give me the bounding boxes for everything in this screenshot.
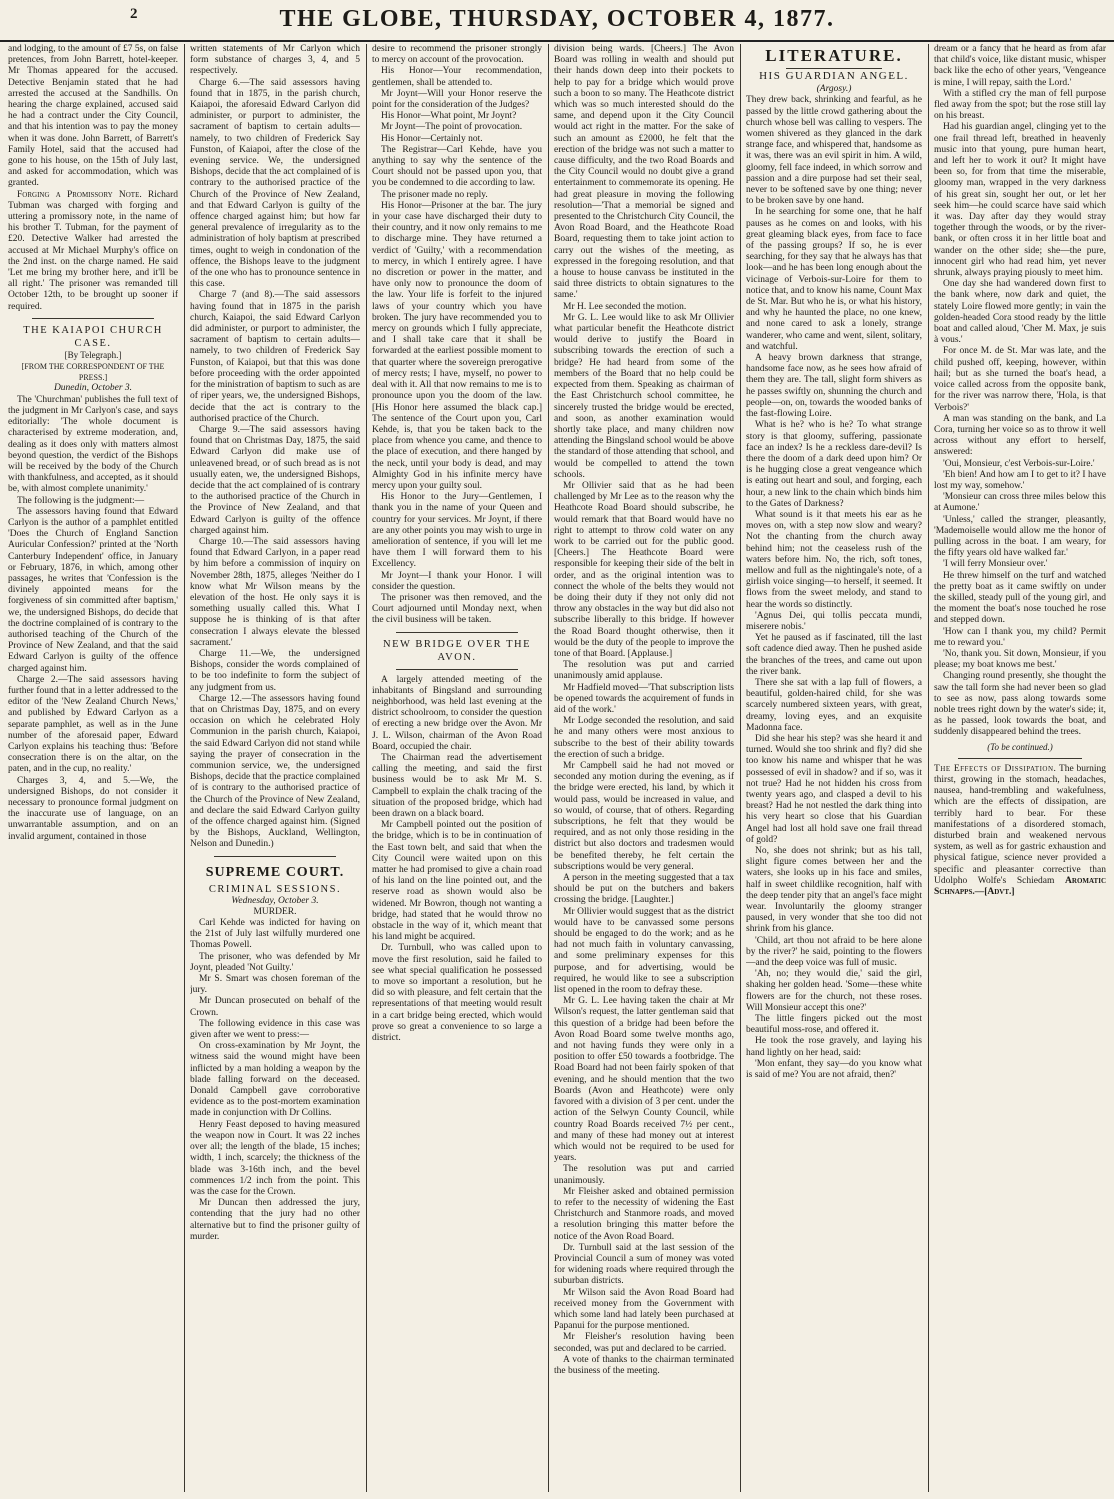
article-paragraph: Mr Campbell said he had not moved or seconded any motion during the evening, as if the bridge were erected, his land, by which it would pass, would be increased in value, and so would, of course, that of others. Regarding subscriptions, he felt that they would be required, and as not only those residing in the district but also doctors and tradesmen would be benefited thereby, he felt certain the subscriptions would be very general. [554, 761, 734, 872]
article-paragraph: Mr H. Lee seconded the motion. [563, 301, 687, 312]
article-paragraph: He took the rose gravely, and laying his hand lightly on her head, said: [746, 1036, 922, 1058]
article-paragraph: Mr G. L. Lee would like to ask Mr Ollivier what particular benefit the Heathcote district would derive to justify the Board in subscribing towards the erection of such a bridge? He had heard from some of the members of the Board that no help could be expected from them. Speaking as chairman of the East Christchurch school committee, he sincerely trusted the bridge would be erected, and soon, as another examination would shortly take place, and many children now attending the Bingsland school would be above the standard of those attending that school, and would be compelled to attend the town schools. [554, 312, 734, 480]
source-line: [FROM THE CORRESPONDENT OF THE PRESS.] [21, 362, 165, 383]
article-paragraph: Mr Ollivier said that as he had been challenged by Mr Lee as to the reason why the Heathcote Road Board should subscribe, he would remark that that Board would have no right to attempt to throw cold water on any work to be carried out for the public good. [Cheers.] The Heathcote Board were responsible for keeping their side of the belt in order, and as the original intention was to connect the whole of the belts they would not be doing their duty if they not only did not throw any obstacles in the way but did also not subscribe liberally to this bridge. If however the Road Board thought otherwise, then it would be the duty of the people to improve the tone of that Board. [Applause.] [554, 480, 734, 659]
article-paragraph: The prisoner made no reply. [381, 189, 488, 200]
article-paragraph: The prisoner was then removed, and the Court adjourned until Monday next, when the civil business will be taken. [372, 592, 542, 626]
column-rule [548, 44, 549, 1492]
masthead [0, 0, 1114, 42]
article-paragraph: 'Mon enfant, they say—do you know what is said of me? You are not afraid, then?' [746, 1058, 922, 1081]
section-heading: LITERATURE. [765, 46, 903, 65]
article-paragraph: One day she had wandered down first to the bank where, now dark and quiet, the stately Loire flowed more gently; in vain the golden-headed Cora stood ready by the little boat and called aloud, 'Cher M. Max, je suis à vous.' [934, 279, 1106, 346]
column-rule [366, 44, 367, 1492]
article-paragraph: and lodging, to the amount of £7 5s, on false pretences, from John Barrett, hotel-keeper. Mr Thomas appeared for the accused. Detective Benjamin stated that he had arrested the accused at the Sandhills. On hearing the charge explained, accused said he had a contract under the City Council, and that his intention was to pay the money when it was done. John Barrett, of Barrett's Family Hotel, said that the accused had gone to his house, on the 15th of July last, and asked for accommodation, which was granted. [8, 44, 178, 189]
divider [786, 68, 882, 69]
section-heading: THE KAIAPOI CHURCH CASE. [23, 324, 163, 349]
section-heading: SUPREME COURT. [205, 864, 345, 880]
article-paragraph: 'Child, art thou not afraid to be here alone by the river?' he said, pointing to the flowers—and the deep voice was full of music. [746, 935, 922, 969]
article-paragraph: His Honor to the Jury—Gentlemen, I thank you in the name of your Queen and country for your services. Mr Joynt, if there are any other points you may wish to urge in amelioration of sentence, if you will let me have them I will forward them to his Excellency. [372, 492, 542, 570]
divider [214, 856, 336, 857]
article-paragraph: For once M. de St. Mar was late, and the child pushed off, keeping, however, within hail; but as she turned the boat's head, a voice called across from the opposite bank, for the river was narrow there, 'Hola, is that Verbois?' [934, 346, 1106, 413]
article-paragraph: What sound is it that meets his ear as he moves on, with a step now slow and weary? Not the chanting from the church away behind him; not the ceaseless rush of the waters before him. No, the rich, soft tones, mellow and full as the nightingale's note, of a girlish voice singing—to herself, it seemed. It flows from the sweet melody, and stand to hear the words so distinctly. [746, 509, 922, 610]
article-paragraph: desire to recommend the prisoner strongly to mercy on account of the provocation. [372, 44, 542, 66]
divider [396, 632, 518, 633]
article-paragraph: His Honor—Your recommendation, gentlemen, shall be attended to. [372, 66, 542, 88]
article-paragraph: A vote of thanks to the chairman terminated the business of the meeting. [554, 1354, 734, 1376]
advertisement-title: The Effects of Dissipation. [934, 763, 1057, 774]
article-paragraph: 'Ah, no; they would die,' said the girl, shaking her golden head. 'Some—these white flowers are for the church, not these roses. Will Monsieur accept this one?' [746, 969, 922, 1013]
column-3 [372, 44, 542, 1492]
article-paragraph: Did she hear his step? was she heard it and turned. Would she too shrink and fly? did she too know his name and whisper that he was possessed of evil in shadow? and if so, was it not true? Had he not hidden his cross from twenty years ago, and clasped a devil to his breast? Had he not nestled the dark thing into his very heart so close that his Guardian Angel had lost all hold save one frail thread of gold? [746, 733, 922, 845]
story-title: HIS GUARDIAN ANGEL. [759, 70, 909, 82]
article-paragraph: 'Agnus Dei, qui tollis peccata mundi, miserere nobis.' [746, 610, 922, 632]
article-paragraph: Charges 3, 4, and 5.—We, the undersigned Bishops, do not consider it necessary to pronounce formal judgment on the inaccurate use of language, on an unwarrantable assumption, and on an invalid argument, contained in those [8, 775, 178, 842]
column-5 [746, 44, 922, 1492]
article-paragraph: Mr Joynt—Will your Honor reserve the point for the consideration of the Judges? [372, 88, 542, 111]
to-be-continued: (To be continued.) [987, 741, 1053, 752]
section-heading: NEW BRIDGE OVER THE AVON. [383, 638, 531, 663]
article-paragraph: 'Monsieur can cross three miles below this at Aumone.' [934, 492, 1106, 514]
article-paragraph: The prisoner, who was defended by Mr Joynt, pleaded 'Not Guilty.' [190, 951, 360, 973]
article-paragraph: Charge 2.—The said assessors having further found that in a letter addressed to the editor of the 'New Zealand Church News,' and published by Edward Carlyon as a separate pamphlet, as well as in the June number of the aforesaid paper, Edward Carlyon explains his teaching thus: 'Before consecration there is on the altar, on the paten, and in the cup, no reality.' [8, 674, 178, 775]
article-paragraph: Mr Duncan then addressed the jury, contending that the jury had no other alternative but to find the prisoner guilty of murder. [190, 1198, 360, 1242]
article-paragraph: Carl Kehde was indicted for having on the 21st of July last wilfully murdered one Thomas Powell. [190, 918, 360, 951]
article-paragraph: dream or a fancy that he heard as from afar that child's voice, like distant music, whisper back like the echo of other years, 'Vengeance is mine, I will repay, saith the Lord.' [934, 44, 1106, 88]
article-paragraph: A heavy brown darkness that strange, handsome face now, as he sees how afraid of them they are. The tall, slight form shivers as he passes swiftly on, shunning the church and people—on, on, towards the wooded banks of the fast-flowing Loire. [746, 353, 922, 420]
article-paragraph: On cross-examination by Mr Joynt, the witness said the wound might have been inflicted by a man holding a weapon by the blade falling forward on the deceased. Donald Campbell gave corroborative evidence as to the post-mortem examination made in conjunction with Dr Collins. [190, 1041, 360, 1119]
subheading: Forging a Promissory Note. [17, 189, 142, 200]
advertisement [934, 764, 1106, 898]
section-subheading: CRIMINAL SESSIONS. [208, 883, 342, 895]
article-paragraph: written statements of Mr Carlyon which form substance of charges 3, 4, and 5 respectively. [190, 44, 360, 77]
article-paragraph: Charge 11.—We, the undersigned Bishops, consider the words complained of to be too indefinite to form the subject of any judgment from us. [190, 648, 360, 693]
article-paragraph: His Honor—Certainly not. [381, 133, 483, 144]
article-paragraph: The assessors having found that Edward Carlyon is the author of a pamphlet entitled 'Does the Church of England Sanction Auricular Confession?' printed at the 'North Canterbury Independent' office, in January or February, 1876, in which, among other passages, he writes that 'Confession is the divinely appointed means for the forgiveness of sin committed after baptism,' we, the undersigned Bishops, do decide that the doctrine complained of is contrary to the authorised teaching of the Church of the Province of New Zealand, and that the said Edward Carlyon is guilty of the offence charged against him. [8, 506, 178, 674]
article-paragraph: A person in the meeting suggested that a tax should be put on the butchers and bakers crossing the bridge. [Laughter.] [554, 873, 734, 906]
article-paragraph: The following evidence in this case was given after we went to press:— [190, 1018, 360, 1041]
article-paragraph: Mr Fleisher's resolution having been seconded, was put and declared to be carried. [554, 1332, 734, 1354]
article-paragraph: A largely attended meeting of the inhabitants of Bingsland and surrounding neighborhood, was held last evening at the district schoolroom, to consider the question of erecting a new bridge over the Avon. Mr J. L. Wilson, chairman of the Avon Road Board, occupied the chair. [372, 674, 542, 752]
article-paragraph: No, she does not shrink; but as his tall, slight figure comes between her and the waters, she looks up in his face and smiles, half in sweet childlike recognition, half with the deep tender pity that an angel's face might wear. Involuntarily the gloomy stranger paused, in very wonder that she too did not shrink from his glance. [746, 846, 922, 935]
byline: [By Telegraph.] [64, 349, 122, 360]
article-paragraph: Mr Joynt—The point of provocation. [381, 122, 523, 133]
article-paragraph: 'Oui, Monsieur, c'est Verbois-sur-Loire.' [943, 458, 1095, 469]
article-paragraph: Dr. Turnbull said at the last session of the Provincial Council a sum of money was voted for widening roads where required through the suburban districts. [554, 1242, 734, 1287]
article-paragraph: Mr Campbell pointed out the position of the bridge, which is to be in continuation of the East town belt, and said that when the City Council were waited upon on this matter he had promised to give a chain road of his land on the line pointed out, and the reserve road as shown would also be widened. Mr Bowron, though not wanting a bridge, had stated that he would throw no obstacle in the way of it, which meant that his land might be acquired. [372, 820, 542, 943]
article-paragraph: 'I will ferry Monsieur over.' [943, 559, 1048, 570]
article-paragraph: A man was standing on the bank, and La Cora, turning her voice so as to throw it well across without any effort to herself, answered: [934, 413, 1106, 458]
article-paragraph: division being wards. [Cheers.] The Avon Board was rolling in wealth and should put their hands down deep into their pockets to help to pay for a bridge which would prove such a boon to so many. The Heathcote district which was so much interested should do the same, and depend upon it the City Council would act right in the matter. For the sake of such an amount as £2000, he felt that the erection of the bridge was not such a matter to cause difficulty, and the two Road Boards and the City Council would no doubt give a grand entertainment to commemorate its opening. He had great pleasure in moving the following resolution—'That a memorial be signed and presented to the Christchurch City Council, the Avon Road Board, and the Heathcote Road Board, requesting them to take joint action to carry out the wishes of the meeting, as expressed in the foregoing resolution, and that a house to house canvass be instituted in the said three districts to obtain signatures to the same.' [554, 44, 734, 301]
article-paragraph: Mr Duncan prosecuted on behalf of the Crown. [190, 996, 360, 1018]
article-paragraph: The following is the judgment:— [17, 495, 145, 506]
article-paragraph: Charge 9.—The said assessors having found that on Christmas Day, 1875, the said Edward Carlyon did make use of unleavened bread, or of such bread as is not usually eaten, we, the undersigned Bishops, decide that the act complained of is contrary to the authorised practice of the Church in the Province of New Zealand, and that Edward Carlyon is guilty of the offence charged against him. [190, 424, 360, 536]
article-paragraph: There she sat with a lap full of flowers, a beautiful, golden-haired child, for she was scarcely numbered sixteen years, with great, dreamy, loving eyes, and an exquisite Madonna face. [746, 677, 922, 733]
divider [396, 669, 518, 670]
article-paragraph: Charge 7 (and 8).—The said assessors having found that in 1875 in the parish church, Kaiapoi, the said Edward Carlyon did administer, or purport to administer, the sacrament of baptism to certain adults—namely, to two children of Frederick Say Funston, of Kaiapoi, but that this was done before proceeding with the order appointed for the ministration of baptism to such as are of riper years, we, the undersigned Bishops, decide that the act is contrary to the authorised practice of the Church. [190, 290, 360, 424]
article-paragraph: The Registrar—Carl Kehde, have you anything to say why the sentence of the Court should not be passed upon you, that you be condemned to die according to law. [372, 144, 542, 189]
article-paragraph: 'How can I thank you, my child? Permit me to reward you.' [934, 626, 1106, 648]
article-paragraph: Mr S. Smart was chosen foreman of the jury. [190, 974, 360, 996]
story-source: (Argosy.) [816, 84, 852, 95]
article-paragraph: 'Unless,' called the stranger, pleasantly, 'Mademoiselle would allow me the honor of pulling across in the boat. I am weary, for the fifty years old have walked far.' [934, 514, 1106, 559]
divider [32, 318, 154, 319]
article-paragraph: The little fingers picked out the most beautiful moss-rose, and offered it. [746, 1014, 922, 1036]
column-6 [934, 44, 1106, 1492]
column-rule [184, 44, 185, 1492]
advertisement-body: The burning thirst, growing in the stomach, headaches, nausea, hand-trembling and wakefulness, which are the effects of dissipation, are terribly hard to bear. For these manifestations of a disordered stomach, disturbed brain and weakened nervous system, as well as for gastric exhaustion and physical fatigue, science never provided a specific and pleasanter corrective than Udolpho Wolfe's Schiedam [934, 763, 1106, 886]
divider [958, 758, 1082, 759]
article-paragraph: The Chairman read the advertisement calling the meeting, and said the first business would be to ask Mr M. S. Campbell to explain the chalk tracing of the situation of the proposed bridge, which had been drawn on a black board. [372, 752, 542, 819]
article-paragraph: Changing round presently, she thought the saw the tall form she had never been so glad to see as now, pass along towards some noble trees right down by the water's side; it, as he passed, look towards the boat, and suddenly disappeared behind the trees. [934, 671, 1106, 738]
dateline: Dunedin, October 3. [53, 383, 133, 394]
dateline: Wednesday, October 3. [231, 895, 319, 906]
article-paragraph: Forging a Promissory Note. Richard Tubman was charged with forging and uttering a promissory note, in the name of his brother T. Tubman, for the payment of £20. Detective Walker had arrested the accused at Mr Michael Murphy's office on the 2nd inst. on the charge named. He said 'Let me bring my brother here, and it'll be all right.' The prisoner was remanded till October 12th, to be brought up sooner if required. [8, 189, 178, 312]
article-paragraph: Mr Fleisher asked and obtained permission to refer to the necessity of widening the East Christchurch and Stanmore roads, and moved a resolution bringing this matter before the notice of the Avon Road Board. [554, 1186, 734, 1242]
article-paragraph: Mr Lodge seconded the resolution, and said he and many others were most anxious to subscribe to the best of their ability towards the erection of such a bridge. [554, 716, 734, 760]
article-paragraph: What is he? who is he? To what strange story is that gloomy, suffering, passionate face an index? Is he a reckless dare-devil? Is there the doom of a dark deed upon him? Or is he hugging close a great vengeance which is eating out heart and soul, and forging, each hour, a new link to the chain which binds him to the Gates of Darkness? [746, 420, 922, 509]
article-paragraph: Charge 10.—The said assessors having found that Edward Carlyon, in a paper read by him before a commission of inquiry on November 28th, 1875, alleges 'Neither do I know what Mr Wilson means by the elevation of the host. He only says it is something usually called this. What I suppose he is thinking of is that after consecration I always elevate the blessed sacrament.' [190, 536, 360, 648]
column-1 [8, 44, 178, 1492]
article-paragraph: His Honor—Prisoner at the bar. The jury in your case have discharged their duty to their country, and it now only remains to me to discharge mine. They have returned a verdict of 'Guilty,' with a recommendation to mercy, in which I entirely agree. I have no discretion or power in the matter, and have only now to pronounce the doom of the law. Your life is forfeit to the injured laws of your country which you have broken. The jury have recommended you to mercy on grounds which I fully appreciate, and I shall take care that it shall be forwarded at the earliest possible moment to that quarter where the sovereign prerogative of mercy rests; I have, myself, no power to deal with it. All that now remains to me is to pronounce upon you the doom of the law. [His Honor here assumed the black cap.] The sentence of the Court upon you, Carl Kehde, is, that you be taken back to the place from whence you came, and thence to the place of execution, and there hanged by the neck, until your body is dead, and may Almighty God in his infinite mercy have mercy upon your guilty soul. [372, 200, 542, 491]
article-paragraph: The resolution was put and carried unanimously amid applause. [554, 660, 734, 682]
column-rule [928, 44, 929, 1492]
article-paragraph: Charge 6.—The said assessors having found that in 1875, in the parish church, Kaiapoi, the aforesaid Edward Carlyon did administer, or purport to administer, the sacrament of baptism to certain adults—namely, to two children of Frederick Say Funston, of Kaiapoi, after the close of the evening service. We, the undersigned Bishops, decide that the act complained of is contrary to the authorised practice of the Church of the Province of New Zealand, and that Edward Carlyon is guilty of the offence charged against him; but how far general prevalence of irregularity as to the administration of holy baptism at prescribed times, ought to weigh in condonation of the offence, the Bishops leave to the judgment of the one who has to pronounce sentence in this case. [190, 77, 360, 290]
article-paragraph: Had his guardian angel, clinging yet to the one frail thread left, breathed in heavenly music into that young, pure human heart, and left her to work it out? It might have been so, for from that time the miserable, gloomy man, wrapped in the very darkness of his great sin, sought her out, or let her seek him—he could scarce have said which it was. Day after day they would stray together through the woods, or by the river-bank, or often cross it in her little boat and wander on the other side; she—the pure, innocent girl who had read him, yet never shrunk, always praying piously to meet him. [934, 122, 1106, 279]
case-label: MURDER. [253, 906, 297, 917]
article-paragraph: Henry Feast deposed to having measured the weapon now in Court. It was 22 inches over all; the length of the blade, 15 inches; width, 1 inch, scarcely; the thickness of the blade was 3-16th inch, and the bevel commences 1/2 inch from the point. This was the case for the Crown. [190, 1119, 360, 1197]
article-paragraph: 'No, thank you. Sit down, Monsieur, if you please; my boat knows me best.' [934, 648, 1106, 671]
column-rule [740, 44, 741, 1492]
article-paragraph: The resolution was put and carried unanimously. [554, 1164, 734, 1186]
column-4 [554, 44, 734, 1492]
article-paragraph: Yet he paused as if fascinated, till the last soft cadence died away. Then he pushed aside the branches of the trees, and came out upon the river bank. [746, 633, 922, 677]
article-paragraph: Mr Wilson said the Avon Road Board had received money from the Government with which some land had lately been purchased at Papanui for the purpose mentioned. [554, 1287, 734, 1332]
article-paragraph: Mr Ollivier would suggest that as the district would have to be canvassed some persons should be engaged to do the work; and as he had not much faith in voluntary canvassing, and some preliminary expenses for this purpose, and for advertising, would be required, he would like to see a subscription list opened in the room to defray these. [554, 906, 734, 996]
newspaper-title: THE GLOBE, THURSDAY, OCTOBER 4, 1877. [279, 6, 835, 32]
article-paragraph: Mr Joynt—I thank your Honor. I will consider the question. [372, 570, 542, 592]
article-paragraph: In he searching for some one, that he half pauses as he comes on and looks, with his great gleaming black eyes, from face to face of the passing groups? If so, he is ever searching, for they say that he always has that look—and he has been long enough about the vicinage of Verbois-sur-Loire for them to notice that, and to know his name, Count Max de St. Mar. But who he is, or what his history, and why he haunted the place, no one knew, and none cared to ask a lonely, strange wanderer, who came and went, silent, solitary, and watchful. [746, 207, 922, 352]
article-paragraph: The 'Churchman' publishes the full text of the judgment in Mr Carlyon's case, and says editorially: 'The whole document is characterised by extreme moderation, and, dealing as it does only with matters almost beyond question, the verdict of the Bishops will be received by the body of the Church with thankfulness, and accepted, as it should be, with almost complete unanimity.' [8, 394, 178, 495]
article-paragraph: Mr Hadfield moved—'That subscription lists be opened towards the acquirement of funds in aid of the work.' [554, 682, 734, 715]
page-number: 2 [130, 6, 138, 22]
advertisement-product: Aromatic Schnapps.—[Advt.] [934, 875, 1106, 898]
article-paragraph: They drew back, shrinking and fearful, as he passed by the little crowd gathering about the church whose bell was calling to vespers. The women shivered as they glanced in the dark strange face, and whispered that, handsome as it was, there was an evil spirit in him. A wild, gloomy, fell face indeed, in which sorrow and passion and a dire purpose had set their seal, never to be softened save by one thing; never to be broken save by one hand. [746, 95, 922, 207]
article-paragraph: Charge 12.—The assessors having found that on Christmas Day, 1875, and on every occasion on which he celebrated Holy Communion in the parish church, Kaiapoi, the said Edward Carlyon did not stand while saying the prayer of consecration in the communion service, we, the undersigned Bishops, decide that the practice complained of is contrary to the authorised practice of the Church of the Province of New Zealand, and declare the said Edward Carlyon guilty of the offence charged against him. (Signed by the Bishops, Auckland, Wellington, Nelson and Dunedin.) [190, 693, 360, 850]
article-paragraph: His Honor—What point, Mr Joynt? [381, 111, 517, 122]
article-paragraph: Dr. Turnbull, who was called upon to move the first resolution, said he failed to see what special qualification he possessed to move so important a resolution, but he did so with pleasure, and felt certain that the representations of that meeting would result in a cart bridge being erected, which would prove so great a convenience to so large a district. [372, 943, 542, 1044]
column-2 [190, 44, 360, 1492]
article-paragraph: 'Eh bien! And how am I to get to it? I have lost my way, somehow.' [934, 469, 1106, 491]
article-paragraph: With a stifled cry the man of fell purpose fled away from the spot; but the rose still lay on his breast. [934, 88, 1106, 122]
article-paragraph: Mr G. L. Lee having taken the chair at Mr Wilson's request, the latter gentleman said that this question of a bridge had been before the Avon Road Board some twelve months ago, and not having funds they were only in a position to offer £50 towards a footbridge. The Road Board had not been fairly spoken of that evening, and he should mention that the two Boards (Avon and Heathcote) were only favored with a division of 3 per cent. under the action of the Selwyn County Council, while country Road Boards received 7½ per cent., and many of these had money out at interest which would not be required to be used for years. [554, 996, 734, 1164]
article-paragraph: He threw himself on the turf and watched the pretty boat as it came swiftly on under the skilled, steady pull of the young girl, and the moment the boat's nose touched he rose and stepped down. [934, 570, 1106, 626]
